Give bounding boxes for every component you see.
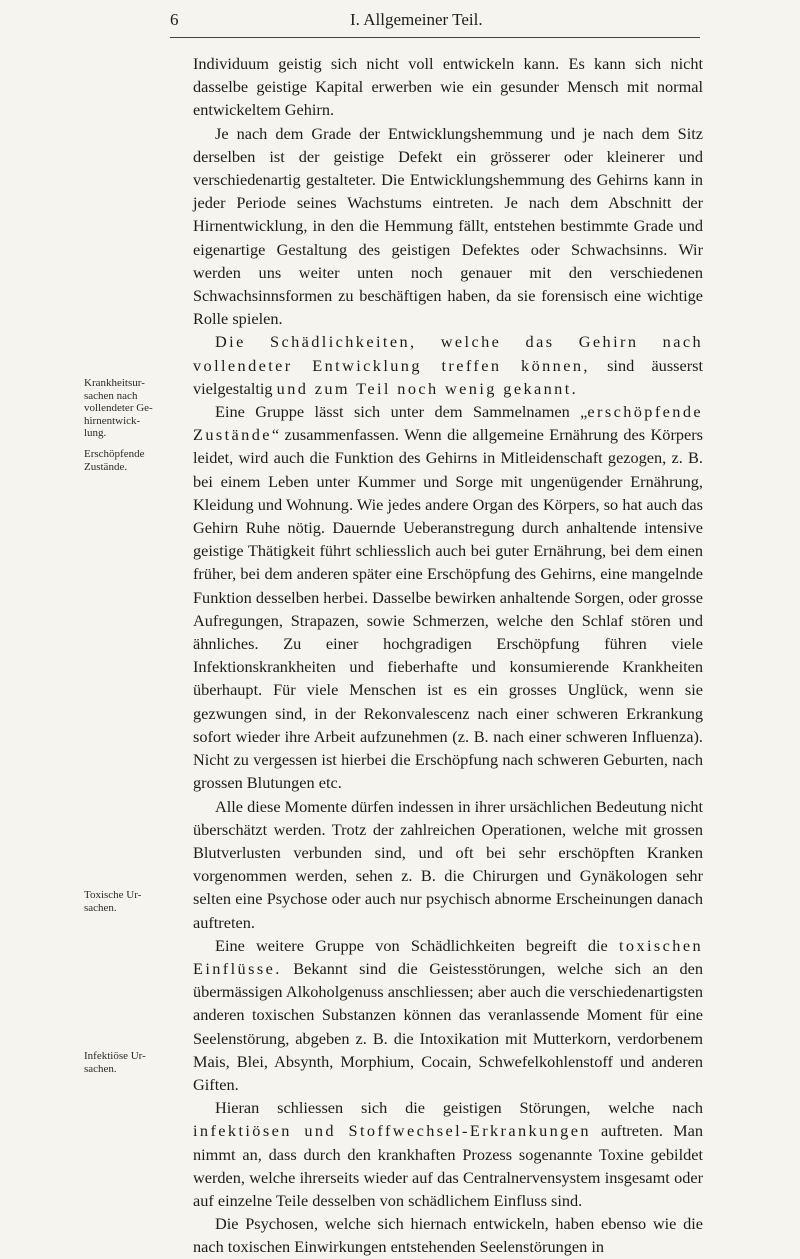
margin-note-krankheitsursachen: Krankheitsur- sachen nach vollendeter Ge- hirnentwick- lung. bbox=[84, 377, 153, 439]
margin-note-toxische: Toxische Ur- sachen. bbox=[84, 889, 142, 914]
running-header bbox=[170, 10, 700, 36]
paragraph: Eine Gruppe lässt sich unter dem Sammelnamen „erschöpfende Zustände“ zusammenfassen. Wenn die allgemeine Ernährung des Körpers leidet, wird auch die Funktion des Gehirns in Mitleidenschaft gezogen, z. B. bei einem Leben unter Kummer und Sorge mit ungenügender Ernährung, Kleidung und Wohnung. Wie jedes andere Organ des Körpers, so hat auch das Gehirn Ruhe nötig. Dauernde Ueberanstregung durch anhaltende intensive geistige Thätigkeit führt schliesslich auch bei guter Ernährung, bei dem einen früher, bei dem anderen später eine Erschöpfung des Gehirns, eine mangelnde Funktion desselben herbei. Dasselbe bewirken anhaltende Sorgen, oder grosse Aufregungen, Strapazen, sowie Schmerzen, welche den Schlaf stören und ähnliches. Zu einer hochgradigen Erschöpfung führen viele Infektionskrankheiten und fieberhafte und konsumierende Krankheiten überhaupt. Für viele Menschen ist es ein grosses Unglück, wenn sie gezwungen sind, in der Rekonvalescenz nach einer schweren Erkrankung sofort wieder ihre Arbeit aufzunehmen (z. B. nach einer schweren Influenza). Nicht zu vergessen ist hierbei die Erschöpfung nach schweren Geburten, nach grossen Blutungen etc. bbox=[193, 402, 703, 793]
paragraph: Alle diese Momente dürfen indessen in ihrer ursächlichen Bedeutung nicht überschätzt werden. Trotz der zahlreichen Operationen, welche mit grossen Blutverlusten verbunden sind, und oft bei sehr erschöpften Kranken vorgenommen werden, sehen z. B. die Chirurgen und Gynäkologen sehr selten eine Psychose oder auch nur psychisch abnorme Erscheinungen danach auftreten. bbox=[193, 796, 703, 932]
paragraph: Hieran schliessen sich die geistigen Störungen, welche nach infektiösen und Stoffwechsel-Erkrankungen auftreten. Man nimmt an, dass durch den krankhaften Prozess sogenannte Toxine gebildet werden, welche ihrerseits wieder auf das Centralnervensystem insgesamt oder auf einzelne Teile desselben von schädlichem Einfluss sind. bbox=[193, 1098, 703, 1210]
chapter-title: I. Allgemeiner Teil. bbox=[350, 10, 483, 29]
margin-note-infektioese: Infektiöse Ur- sachen. bbox=[84, 1050, 146, 1075]
margin-note-erschoepfende: Erschöpfende Zustände. bbox=[84, 448, 145, 473]
paragraph: Die Psychosen, welche sich hiernach entwickeln, haben ebenso wie die nach toxischen Einwirkungen entstehenden Seelenstörungen in bbox=[193, 1214, 703, 1257]
page-number: 6 bbox=[170, 10, 179, 29]
paragraph: Je nach dem Grade der Entwicklungshemmung und je nach dem Sitz derselben ist der geistige Defekt ein grösserer oder kleinerer und verschiedenartig gestalteter. Die Entwicklungshemmung des Gehirns kann in jeder Periode seines Wachstums eintreten. Je nach dem Abschnitt der Hirnentwicklung, in den die Hemmung fällt, entstehen bestimmte Grade und eigenartige Gestaltung des geistigen Defektes oder Schwachsinns. Wir werden uns weiter unten noch genauer mit den verschiedenen Schwachsinnsformen zu beschäftigen haben, da sie forensisch eine wichtige Rolle spielen. bbox=[193, 123, 703, 329]
header-rule bbox=[170, 37, 700, 38]
paragraph: Die Schädlichkeiten, welche das Gehirn nach vollendeter Entwicklung treffen können, sind äusserst vielgestaltig und zum Teil noch wenig gekannt. bbox=[193, 332, 704, 398]
paragraph: Eine weitere Gruppe von Schädlichkeiten begreift die toxischen Einflüsse. Bekannt sind die Geistesstörungen, welche sich an den übermässigen Alkoholgenuss anschliessen; aber auch die verschiedenartigsten anderen toxischen Substanzen können das veranlassende Moment für eine Seelenstörung, abgeben z. B. die Intoxikation mit Mutterkorn, verdorbenem Mais, Blei, Absynth, Morphium, Cocain, Schwefelkohlenstoff und anderen Giften. bbox=[193, 935, 703, 1094]
paragraph: Individuum geistig sich nicht voll entwickeln kann. Es kann sich nicht dasselbe geistige Kapital erwerben wie ein gesunder Mensch mit normal entwickeltem Gehirn. bbox=[193, 54, 703, 120]
body-text bbox=[193, 52, 703, 1259]
